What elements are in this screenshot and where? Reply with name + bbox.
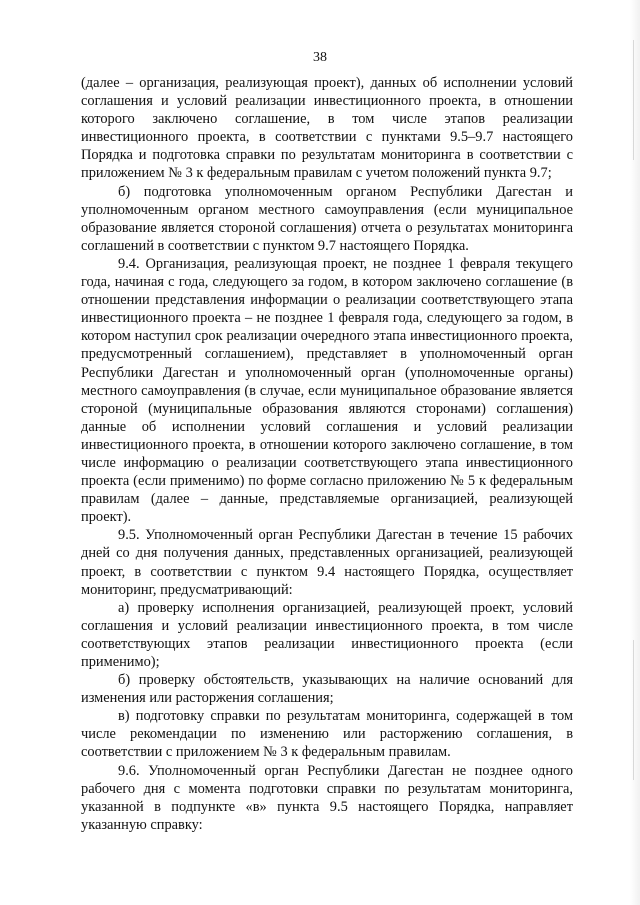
paragraph-9-5: 9.5. Уполномоченный орган Республики Дагестан в течение 15 рабочих дней со дня получения данных, представленных организацией, реализующей проект, в соответствии с пунктом 9.4 настоящего Порядка, осуществляет мониторинг, предусматривающий: [81,527,573,598]
paragraph-subitem-a-check: а) проверку исполнения организацией, реализующей проект, условий соглашения и условий реализации инвестиционного проекта, в том числе соответствующих этапов реализации инвестиционного проекта (если применимо); [81,599,573,670]
paragraph-subitem-v-report: в) подготовку справки по результатам мониторинга, содержащей в том числе рекомендации по изменению или расторжению соглашения, в соответствии с приложением № 3 к федеральным правилам. [81,708,573,761]
paragraph-9-4: 9.4. Организация, реализующая проект, не позднее 1 февраля текущего года, начиная с года, следующего за годом, в котором заключено соглашение (в отношении представления информации о реализации соответствующего этапа инвестиционного проекта – не позднее 1 февраля года, следующего за годом, в котором наступил срок реализации очередного этапа инвестиционного проекта, предусмотренный соглашением), представляет в уполномоченный орган Республики Дагестан и уполномоченный орган (уполномоченные органы) местного самоуправления (в случае, если муниципальное образование является стороной (муниципальные образования являются сторонами) соглашения) данные об исполнении условий соглашения и условий реализации инвестиционного проекта, в отношении которого заключено соглашение, в том числе информацию о реализации соответствующего этапа инвестиционного проекта (если применимо) по форме согласно приложению № 5 к федеральным правилам (далее – данные, представляемые организацией, реализующей проект). [81,255,573,526]
page-number: 38 [313,50,327,65]
document-body [81,74,573,834]
paragraph-subitem-b-report: б) подготовка уполномоченным органом Республики Дагестан и уполномоченным органом местного самоуправления (если муниципальное образование является стороной соглашения) отчета о результатах мониторинга соглашений в соответствии с пунктом 9.7 настоящего Порядка. [81,183,573,254]
paragraph-continuation: (далее – организация, реализующая проект), данных об исполнении условий соглашения и условий реализации инвестиционного проекта, в отношении которого заключено соглашение, в том числе этапов реализации инвестиционного проекта, в соответствии с пунктами 9.5–9.7 настоящего Порядка и подготовка справки по результатам мониторинга в соответствии с приложением № 3 к федеральным правилам с учетом положений пункта 9.7; [81,75,573,182]
paragraph-9-6: 9.6. Уполномоченный орган Республики Дагестан не позднее одного рабочего дня с момента подготовки справки по результатам мониторинга, указанной в подпункте «в» пункта 9.5 настоящего Порядка, направляет указанную справку: [81,762,573,833]
paragraph-subitem-b-check: б) проверку обстоятельств, указывающих на наличие оснований для изменения или расторжения соглашения; [81,672,573,707]
scan-edge-shadow [630,0,640,905]
